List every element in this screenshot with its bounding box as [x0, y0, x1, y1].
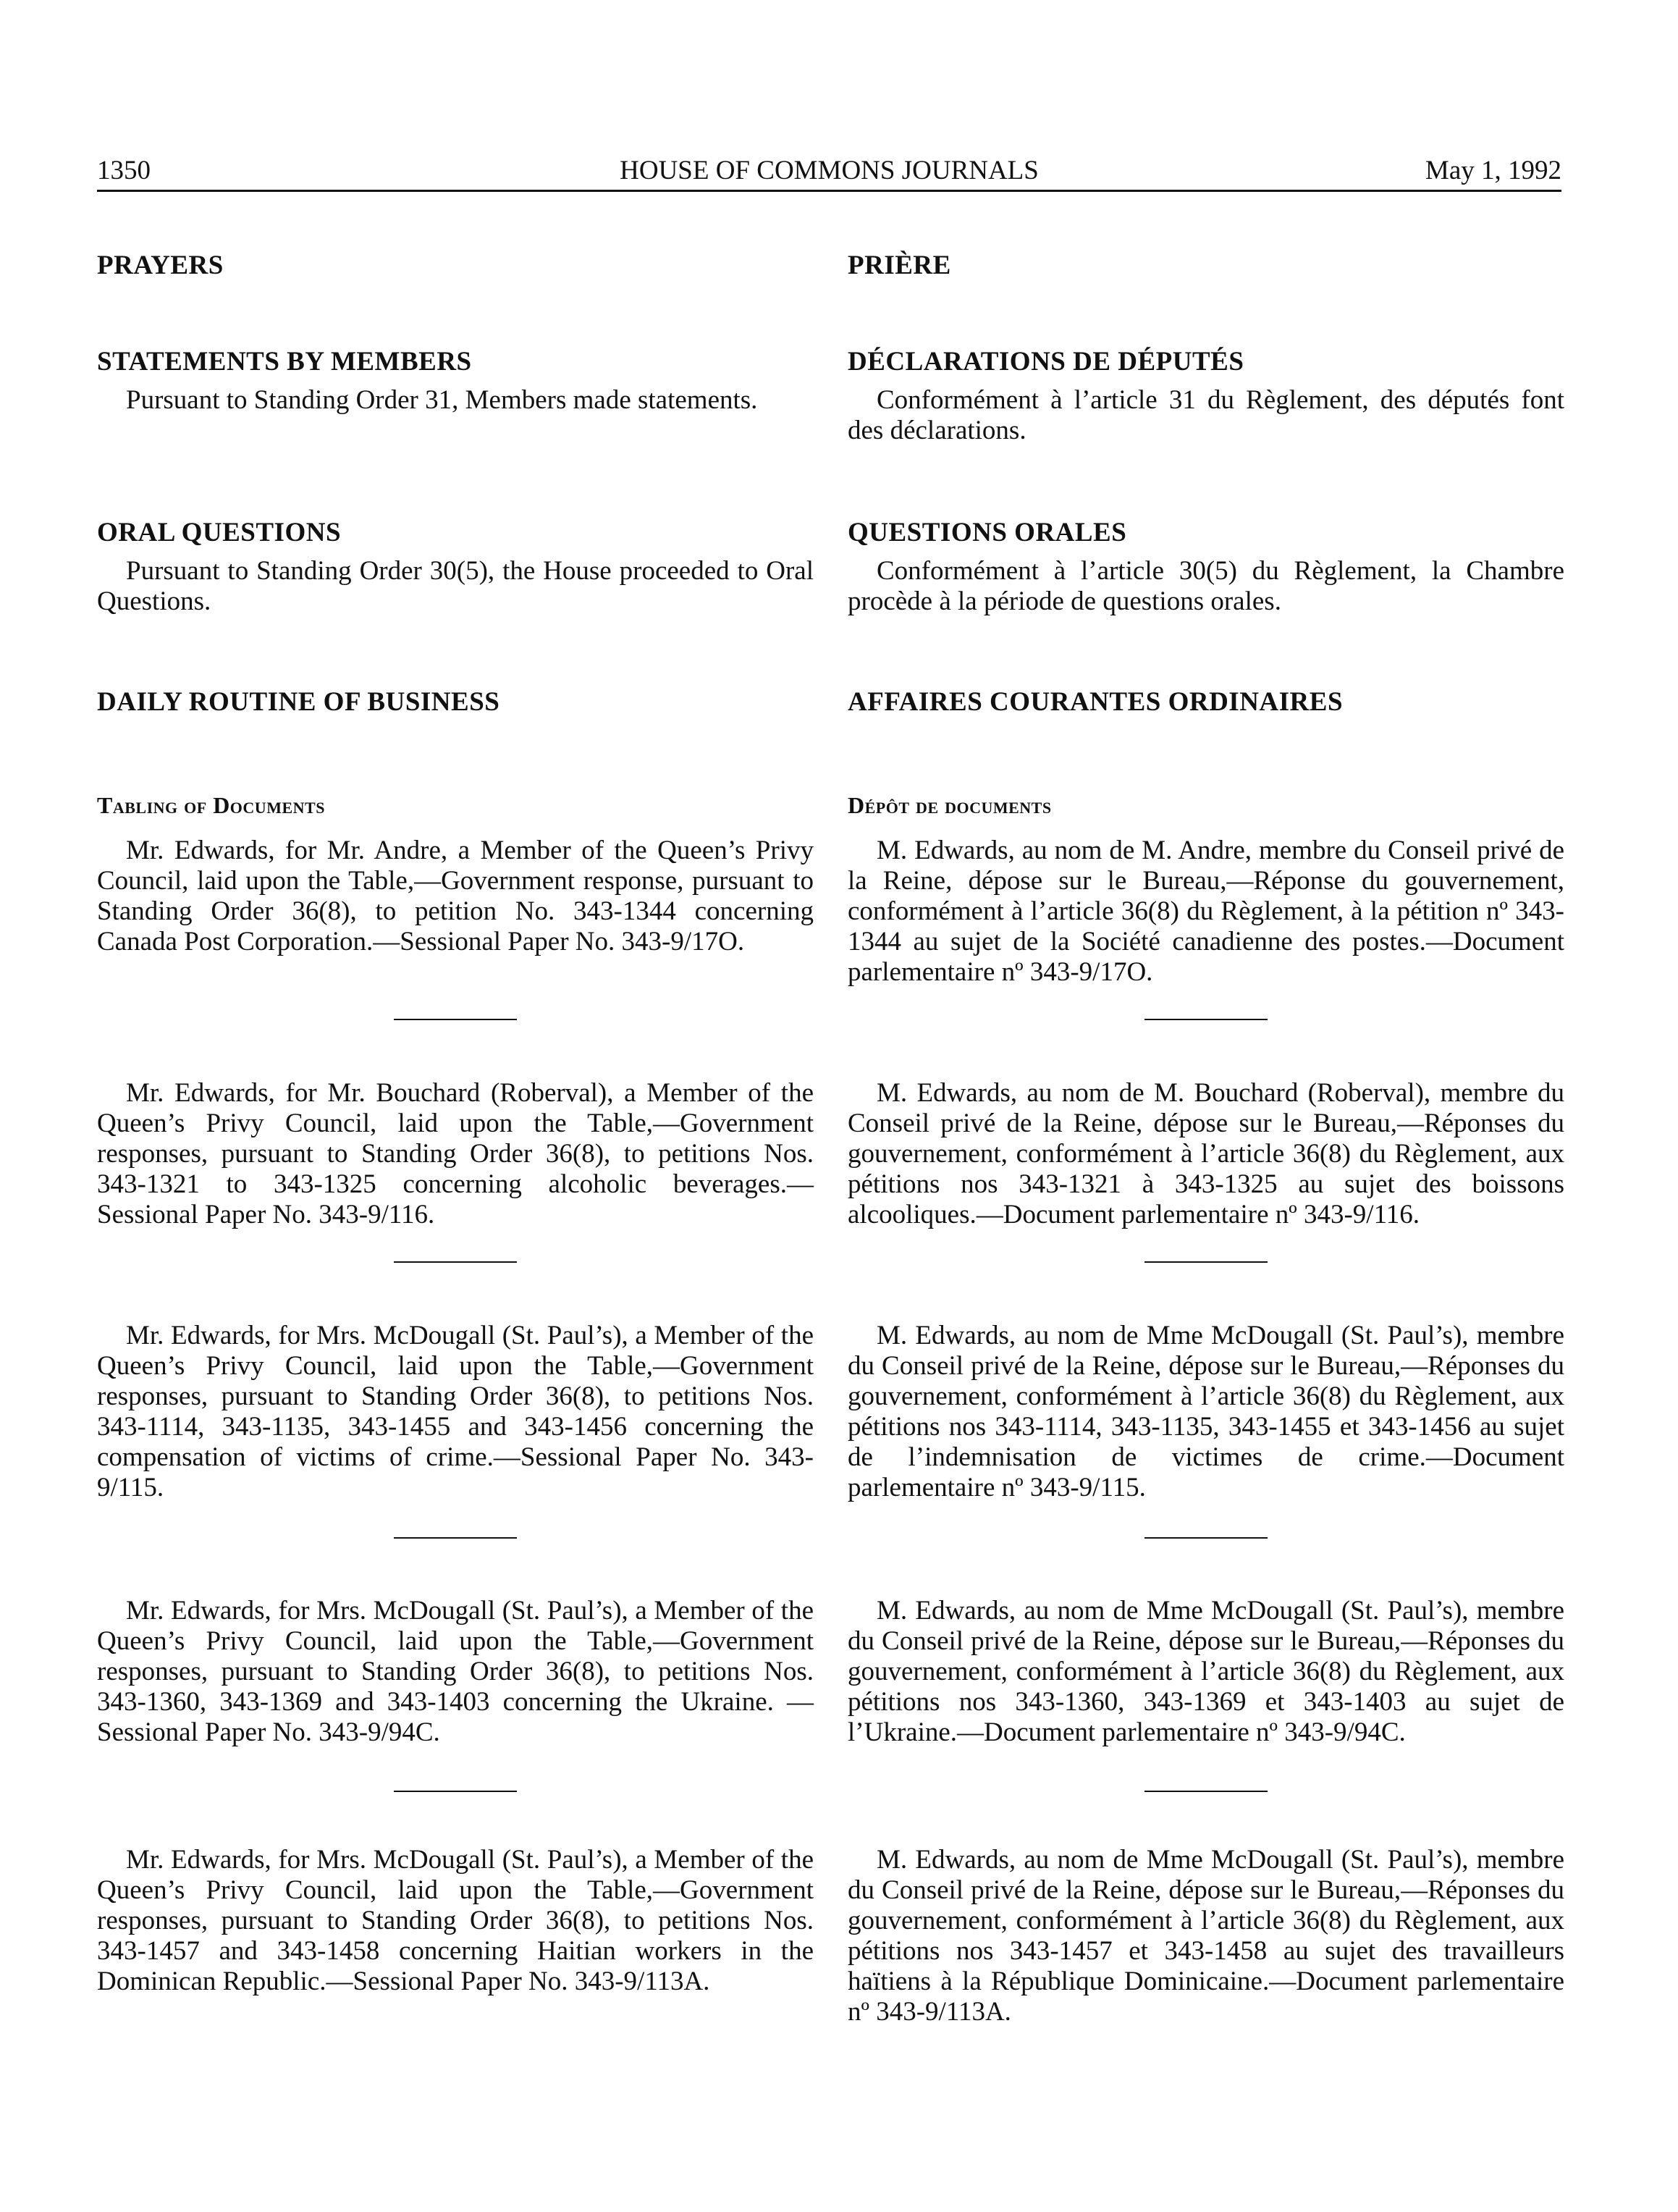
routine-heading: DAILY ROUTINE OF BUSINESS — [97, 687, 500, 717]
prayers-heading: PRAYERS — [97, 251, 224, 280]
separator-rule — [394, 1537, 517, 1539]
oral-questions-section — [97, 517, 814, 617]
prayers-section — [848, 250, 1564, 282]
oral-questions-text: Conformément à l’article 30(5) du Règlement, la Chambre procède à la période de questions orales. — [848, 556, 1564, 616]
header-rule — [97, 190, 1561, 192]
separator-rule — [394, 1261, 517, 1263]
prayers-heading: PRIÈRE — [848, 251, 951, 280]
routine-section — [97, 686, 814, 718]
entry — [97, 1845, 814, 1997]
statements-section — [97, 346, 814, 416]
page-number: 1350 — [97, 156, 151, 185]
prayers-section — [97, 250, 814, 282]
entry-text: M. Edwards, au nom de Mme McDougall (St. Paul’s), membre du Conseil privé de la Reine, dépose sur le Bureau,—Réponses du gouvernement, conformément à l’article 36(8) du Règlement, aux pétitions nos 343-1457 et 343-1458 au sujet des travailleurs haïtiens à la République Dominicaine.—Document parlementaire nº 343-9/113A. — [848, 1845, 1564, 2027]
entry — [97, 836, 814, 957]
separator-rule — [394, 1019, 517, 1020]
entry — [848, 1596, 1564, 1748]
statements-text: Conformément à l’article 31 du Règlement, des députés font des déclarations. — [848, 385, 1564, 445]
separator-rule — [1144, 1261, 1268, 1263]
oral-questions-heading: QUESTIONS ORALES — [848, 518, 1127, 547]
entry-text: M. Edwards, au nom de Mme McDougall (St. Paul’s), membre du Conseil privé de la Reine, dépose sur le Bureau,—Réponses du gouvernement, conformément à l’article 36(8) du Règlement, aux pétitions nos 343-1360, 343-1369 et 343-1403 au sujet de l’Ukraine.—Document parlementaire nº 343-9/94C. — [848, 1596, 1564, 1747]
page-date: May 1, 1992 — [1425, 156, 1561, 185]
entry — [97, 1321, 814, 1503]
tabling-heading: Dépôt de documents — [848, 792, 1052, 818]
separator-rule — [1144, 1537, 1268, 1539]
oral-questions-section — [848, 517, 1564, 617]
statements-text: Pursuant to Standing Order 31, Members made statements. — [126, 385, 758, 415]
tabling-heading: Tabling of Documents — [97, 792, 325, 818]
entry-text: Mr. Edwards, for Mr. Andre, a Member of the Queen’s Privy Council, laid upon the Table,—Government response, pursuant to Standing Order 36(8), to petition No. 343-1344 concerning Canada Post Corporation.—Sessional Paper No. 343-9/17O. — [97, 836, 814, 956]
statements-section — [848, 346, 1564, 446]
entry — [97, 1078, 814, 1230]
entry-text: Mr. Edwards, for Mrs. McDougall (St. Paul’s), a Member of the Queen’s Privy Council, laid upon the Table,—Government responses, pursuant to Standing Order 36(8), to petitions Nos. 343-1114, 343-1135, 343-1455 and 343-1456 concerning the compensation of victims of crime.—Sessional Paper No. 343-9/115. — [97, 1321, 814, 1502]
entry — [848, 1078, 1564, 1230]
entry-text: M. Edwards, au nom de M. Andre, membre du Conseil privé de la Reine, dépose sur le Bureau,—Réponse du gouvernement, conformément à l’article 36(8) du Règlement, à la pétition nº 343-1344 au sujet de la Société canadienne des postes.—Document parlementaire nº 343-9/17O. — [848, 836, 1564, 987]
statements-heading: DÉCLARATIONS DE DÉPUTÉS — [848, 347, 1244, 377]
entry-text: Mr. Edwards, for Mr. Bouchard (Roberval), a Member of the Queen’s Privy Council, laid upon the Table,—Government responses, pursuant to Standing Order 36(8), to petitions Nos. 343-1321 to 343-1325 concerning alcoholic beverages.—Sessional Paper No. 343-9/116. — [97, 1078, 814, 1229]
tabling-section — [97, 791, 814, 820]
routine-heading: AFFAIRES COURANTES ORDINAIRES — [848, 687, 1344, 717]
entry — [97, 1596, 814, 1748]
separator-rule — [1144, 1019, 1268, 1020]
page-header — [97, 154, 1561, 188]
oral-questions-text: Pursuant to Standing Order 30(5), the House proceeded to Oral Questions. — [97, 556, 814, 616]
tabling-section — [848, 791, 1564, 820]
entry — [848, 1845, 1564, 2027]
statements-heading: STATEMENTS BY MEMBERS — [97, 347, 472, 377]
entry-text: M. Edwards, au nom de Mme McDougall (St. Paul’s), membre du Conseil privé de la Reine, dépose sur le Bureau,—Réponses du gouvernement, conformément à l’article 36(8) du Règlement, aux pétitions nos 343-1114, 343-1135, 343-1455 et 343-1456 au sujet de l’indemnisation de victimes de crime.—Document parlementaire nº 343-9/115. — [848, 1321, 1564, 1502]
entry — [848, 1321, 1564, 1503]
entry-text: Mr. Edwards, for Mrs. McDougall (St. Paul’s), a Member of the Queen’s Privy Council, laid upon the Table,—Government responses, pursuant to Standing Order 36(8), to petitions Nos. 343-1457 and 343-1458 concerning Haitian workers in the Dominican Republic.—Sessional Paper No. 343-9/113A. — [97, 1845, 814, 1996]
entry-text: M. Edwards, au nom de M. Bouchard (Roberval), membre du Conseil privé de la Reine, dépose sur le Bureau,—Réponses du gouvernement, conformément à l’article 36(8) du Règlement, aux pétitions nos 343-1321 à 343-1325 au sujet des boissons alcooliques.—Document parlementaire nº 343-9/116. — [848, 1078, 1564, 1229]
separator-rule — [394, 1791, 517, 1792]
separator-rule — [1144, 1791, 1268, 1792]
entry — [848, 836, 1564, 988]
oral-questions-heading: ORAL QUESTIONS — [97, 518, 342, 547]
journal-title: HOUSE OF COMMONS JOURNALS — [620, 156, 1039, 185]
entry-text: Mr. Edwards, for Mrs. McDougall (St. Paul’s), a Member of the Queen’s Privy Council, laid upon the Table,—Government responses, pursuant to Standing Order 36(8), to petitions Nos. 343-1360, 343-1369 and 343-1403 concerning the Ukraine. —Sessional Paper No. 343-9/94C. — [97, 1596, 814, 1747]
routine-section — [848, 686, 1564, 718]
